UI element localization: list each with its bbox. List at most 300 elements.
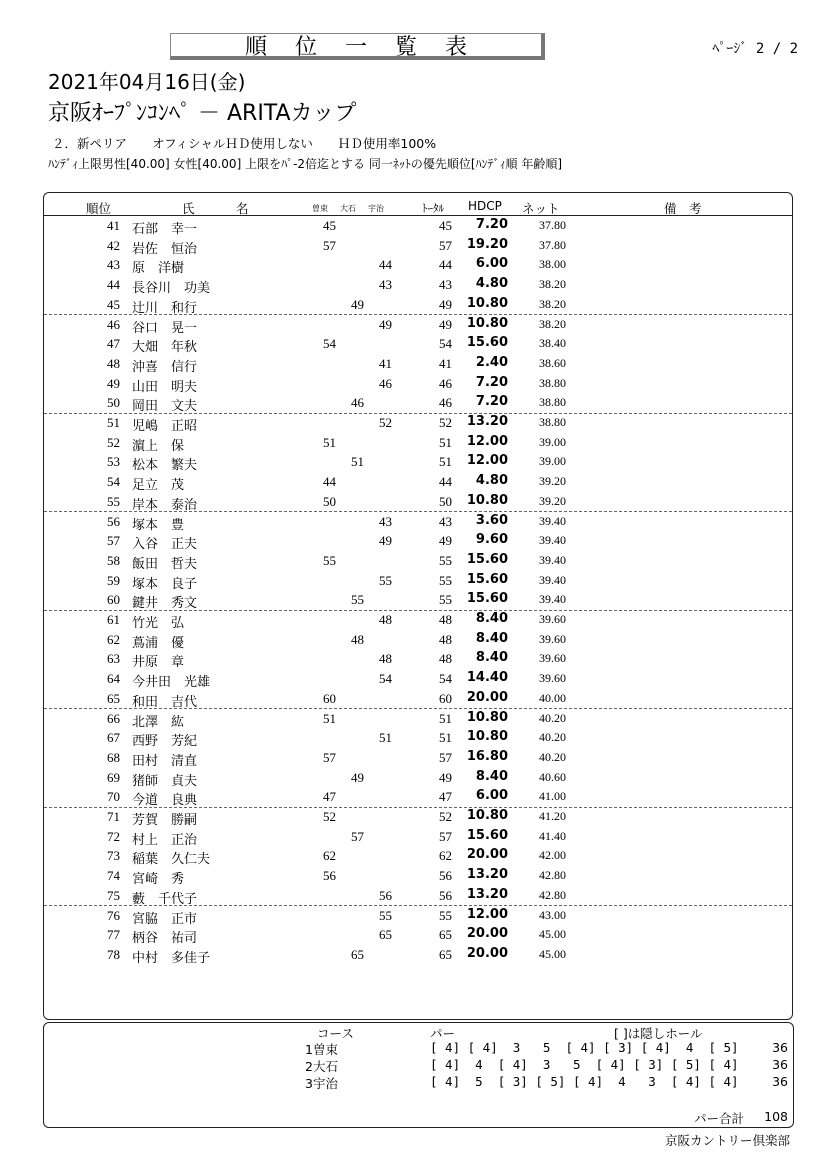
rank-cell: 70 — [107, 789, 120, 805]
total-score: 45 — [439, 218, 452, 233]
net-score: 39.60 — [539, 651, 566, 666]
net-score: 40.20 — [539, 749, 566, 764]
rank-cell: 57 — [107, 533, 120, 549]
course-3-score: 46 — [379, 375, 392, 391]
course-3-score: 49 — [379, 533, 392, 549]
rank-cell: 63 — [107, 651, 120, 667]
hdcp-value: 3.60 — [475, 512, 508, 528]
course-3-score: 55 — [379, 572, 392, 588]
total-score: 52 — [439, 415, 452, 430]
rank-cell: 67 — [107, 730, 120, 746]
player-name: 石部 幸一 — [132, 221, 198, 236]
net-score: 39.40 — [539, 592, 566, 607]
table-row — [44, 472, 792, 492]
net-score: 39.00 — [539, 434, 566, 449]
player-name: 蔦浦 優 — [132, 634, 185, 650]
total-score: 62 — [439, 848, 452, 864]
hdcp-value: 12.00 — [466, 453, 508, 469]
total-score: 49 — [439, 316, 452, 332]
course-1-score: 57 — [323, 237, 336, 253]
course-pars: [ 4] 5 [ 3] [ 5] [ 4] 4 3 [ 4] [ 4] — [430, 1074, 739, 1089]
rank-cell: 69 — [107, 769, 120, 785]
hdcp-value: 7.20 — [475, 374, 508, 390]
player-name: 西野 芳紀 — [132, 733, 198, 749]
event-name: 京阪ｵｰﾌﾟﾝｺﾝﾍﾟ － ARITAカップ — [48, 101, 357, 126]
course-2-score: 51 — [351, 454, 364, 470]
hdcp-value: 8.40 — [475, 630, 508, 646]
hdcp-value: 10.80 — [466, 729, 508, 745]
page-indicator: ﾍﾟｰｼﾞ 2 / 2 — [712, 41, 798, 57]
col-remarks: 備 考 — [664, 201, 702, 216]
net-score: 42.00 — [539, 848, 566, 863]
course-3-score: 52 — [379, 415, 392, 430]
par-total-label: パー合計 — [694, 1111, 745, 1126]
table-row — [44, 906, 792, 926]
rank-cell: 53 — [107, 454, 120, 470]
rank-cell: 78 — [107, 946, 120, 962]
course-1-score: 50 — [323, 493, 336, 509]
net-score: 38.80 — [539, 395, 566, 410]
hdcp-value: 20.00 — [466, 926, 508, 942]
total-score: 49 — [439, 769, 452, 785]
hdcp-value: 13.20 — [466, 886, 508, 902]
player-name: 今道 良典 — [132, 792, 198, 808]
table-row — [44, 531, 792, 551]
net-score: 42.80 — [539, 868, 566, 883]
net-score: 40.20 — [539, 710, 566, 725]
hdcp-value: 8.40 — [475, 611, 508, 626]
total-score: 43 — [439, 513, 452, 529]
rank-cell: 72 — [107, 828, 120, 844]
player-name: 飯田 哲夫 — [132, 555, 198, 571]
total-score: 51 — [439, 710, 452, 726]
course-3-score: 43 — [379, 513, 392, 529]
course-label: コース — [317, 1026, 354, 1041]
total-score: 43 — [439, 277, 452, 293]
rank-cell: 71 — [107, 809, 120, 824]
page-title-text: 順位一覧表 — [244, 34, 495, 60]
course-par-total: 36 — [772, 1074, 788, 1089]
hdcp-value: 20.00 — [466, 945, 508, 961]
table-row — [44, 787, 792, 808]
table-row — [44, 689, 792, 710]
hdcp-value: 12.00 — [466, 906, 508, 922]
total-score: 55 — [439, 552, 452, 568]
net-score: 38.20 — [539, 316, 566, 331]
course-1-score: 57 — [323, 749, 336, 765]
net-score: 38.40 — [539, 336, 566, 351]
player-name: 井原 章 — [132, 654, 185, 670]
course-1-score: 52 — [323, 809, 336, 824]
total-score: 46 — [439, 375, 452, 391]
total-score: 55 — [439, 592, 452, 608]
player-name: 塚本 良子 — [132, 575, 198, 591]
net-score: 38.80 — [539, 375, 566, 390]
rank-cell: 76 — [107, 907, 120, 923]
rank-cell: 62 — [107, 631, 120, 647]
player-name: 中村 多佳子 — [132, 949, 211, 965]
table-row — [44, 590, 792, 611]
net-score: 39.60 — [539, 631, 566, 646]
course-1-score: 55 — [323, 552, 336, 568]
hdcp-value: 15.60 — [466, 571, 508, 587]
course-1-score: 54 — [323, 336, 336, 352]
hdcp-value: 6.00 — [475, 256, 508, 272]
col-course-2: 大石 — [340, 204, 356, 213]
hdcp-value: 12.00 — [466, 433, 508, 449]
table-row — [44, 945, 792, 965]
table-row — [44, 866, 792, 886]
total-score: 65 — [439, 927, 452, 943]
course-3-score: 49 — [379, 316, 392, 332]
hdcp-value: 15.60 — [466, 591, 508, 607]
course-1-score: 60 — [323, 690, 336, 706]
total-score: 57 — [439, 237, 452, 253]
table-row — [44, 827, 792, 847]
course-1-score: 51 — [323, 710, 336, 726]
total-score: 65 — [439, 946, 452, 962]
course-3-score: 41 — [379, 355, 392, 371]
handicap-conditions: ﾊﾝﾃﾞｨ上限男性[40.00] 女性[40.00] 上限をﾊﾟ-2倍迄とする 同一ﾈｯﾄの優先順位[ﾊﾝﾃﾞｨ順 年齢順] — [48, 157, 563, 171]
table-row — [44, 807, 792, 827]
net-score: 37.80 — [539, 237, 566, 252]
net-score: 42.80 — [539, 887, 566, 902]
table-row — [44, 748, 792, 768]
total-score: 49 — [439, 296, 452, 312]
net-score: 39.20 — [539, 493, 566, 508]
total-score: 51 — [439, 730, 452, 746]
table-row — [44, 374, 792, 394]
total-score: 54 — [439, 671, 452, 687]
hdcp-value: 8.40 — [475, 650, 508, 666]
player-name: 原 洋樹 — [132, 260, 185, 276]
total-score: 54 — [439, 336, 452, 352]
hdcp-value: 14.40 — [466, 670, 508, 686]
total-score: 52 — [439, 809, 452, 824]
col-net: ネット — [522, 201, 560, 216]
hdcp-value: 13.20 — [466, 867, 508, 883]
net-score: 38.60 — [539, 355, 566, 370]
rank-cell: 65 — [107, 690, 120, 706]
player-name: 猪師 貞夫 — [132, 772, 198, 788]
rank-cell: 68 — [107, 749, 120, 765]
page-title — [170, 33, 545, 60]
scoring-conditions: ２．新ペリア オフィシャルＨＤ使用しない ＨＤ使用率100% — [52, 136, 437, 151]
player-name: 沖喜 信行 — [132, 358, 198, 374]
net-score: 39.40 — [539, 572, 566, 587]
rank-cell: 42 — [107, 237, 120, 253]
course-name: 2大石 — [305, 1059, 338, 1074]
rank-cell: 74 — [107, 868, 120, 884]
player-name: 辻川 和行 — [132, 299, 198, 315]
course-name: 3宇治 — [305, 1076, 338, 1091]
player-name: 芳賀 勝嗣 — [132, 812, 198, 827]
player-name: 谷口 晃一 — [132, 319, 198, 335]
course-1-score: 56 — [323, 868, 336, 884]
table-row — [44, 413, 792, 433]
hdcp-value: 4.80 — [475, 276, 508, 292]
rank-cell: 59 — [107, 572, 120, 588]
table-row — [44, 354, 792, 374]
col-total: ﾄｰﾀﾙ — [422, 202, 444, 215]
player-name: 濵上 保 — [132, 437, 185, 453]
table-row — [44, 571, 792, 591]
total-score: 47 — [439, 789, 452, 805]
rank-cell: 52 — [107, 434, 120, 450]
total-score: 57 — [439, 828, 452, 844]
course-3-score: 56 — [379, 887, 392, 903]
table-row — [44, 610, 792, 630]
course-1-score: 62 — [323, 848, 336, 864]
player-name: 入谷 正夫 — [132, 536, 198, 552]
course-3-score: 44 — [379, 257, 392, 273]
course-par-table — [43, 1022, 794, 1128]
par-label: パー — [430, 1026, 456, 1041]
net-score: 38.20 — [539, 296, 566, 311]
course-pars: [ 4] [ 4] 3 5 [ 4] [ 3] [ 4] 4 [ 5] — [430, 1040, 739, 1055]
player-name: 松本 繁夫 — [132, 457, 198, 473]
rank-cell: 60 — [107, 592, 120, 608]
rank-cell: 55 — [107, 493, 120, 509]
rank-cell: 58 — [107, 552, 120, 568]
player-name: 宮崎 秀 — [132, 871, 185, 887]
results-table-header — [44, 199, 792, 216]
table-row — [44, 630, 792, 650]
rank-cell: 51 — [107, 415, 120, 430]
table-row — [44, 236, 792, 256]
net-score: 40.20 — [539, 730, 566, 745]
course-2-score: 46 — [351, 395, 364, 411]
table-row — [44, 846, 792, 866]
course-3-score: 51 — [379, 730, 392, 746]
player-name: 北澤 紘 — [132, 713, 185, 729]
player-name: 岸本 泰治 — [132, 496, 198, 512]
rank-cell: 54 — [107, 474, 120, 490]
player-name: 大畑 年秋 — [132, 339, 198, 355]
player-name: 岡田 文夫 — [132, 398, 198, 414]
table-row — [44, 452, 792, 472]
total-score: 51 — [439, 454, 452, 470]
course-3-score: 65 — [379, 927, 392, 943]
net-score: 41.40 — [539, 828, 566, 843]
rank-cell: 73 — [107, 848, 120, 864]
rank-cell: 48 — [107, 355, 120, 371]
net-score: 45.00 — [539, 946, 566, 961]
total-score: 56 — [439, 868, 452, 884]
course-pars: [ 4] 4 [ 4] 3 5 [ 4] [ 3] [ 5] [ 4] — [430, 1057, 739, 1072]
course-2-score: 57 — [351, 828, 364, 844]
player-name: 和田 吉代 — [132, 693, 198, 709]
total-score: 44 — [439, 257, 452, 273]
net-score: 38.20 — [539, 277, 566, 292]
hdcp-value: 20.00 — [466, 847, 508, 863]
table-row — [44, 709, 792, 729]
rank-cell: 43 — [107, 257, 120, 273]
course-1-score: 47 — [323, 789, 336, 805]
rank-cell: 50 — [107, 395, 120, 411]
hdcp-value: 19.20 — [466, 236, 508, 252]
total-score: 46 — [439, 395, 452, 411]
hdcp-value: 8.40 — [475, 768, 508, 784]
player-name: 藪 千代子 — [132, 890, 198, 906]
player-name: 稲葉 久仁夫 — [132, 851, 211, 867]
net-score: 40.00 — [539, 690, 566, 705]
table-row — [44, 255, 792, 275]
rank-cell: 46 — [107, 316, 120, 332]
net-score: 41.20 — [539, 809, 566, 823]
player-name: 児嶋 正昭 — [132, 418, 198, 433]
hdcp-value: 13.20 — [466, 414, 508, 429]
player-name: 田村 清直 — [132, 752, 198, 768]
rank-cell: 66 — [107, 710, 120, 726]
total-score: 44 — [439, 474, 452, 490]
hdcp-value: 2.40 — [475, 354, 508, 370]
course-2-score: 55 — [351, 592, 364, 608]
course-1-score: 44 — [323, 474, 336, 490]
player-name: 足立 茂 — [132, 477, 185, 493]
net-score: 40.60 — [539, 769, 566, 784]
course-1-score: 45 — [323, 218, 336, 233]
net-score: 39.20 — [539, 474, 566, 489]
course-3-score: 48 — [379, 651, 392, 667]
total-score: 55 — [439, 572, 452, 588]
hdcp-value: 10.80 — [466, 492, 508, 508]
player-name: 岩佐 恒治 — [132, 240, 198, 256]
col-name-family: 氏 — [182, 201, 195, 216]
course-3-score: 43 — [379, 277, 392, 293]
rank-cell: 64 — [107, 671, 120, 687]
hdcp-value: 10.80 — [466, 709, 508, 725]
total-score: 55 — [439, 907, 452, 923]
total-score: 56 — [439, 887, 452, 903]
rank-cell: 77 — [107, 927, 120, 943]
par-total-value: 108 — [764, 1109, 788, 1124]
table-row — [44, 334, 792, 354]
col-name-given: 名 — [236, 201, 249, 216]
hdcp-value: 15.60 — [466, 335, 508, 351]
course-2-score: 48 — [351, 631, 364, 647]
table-row — [44, 728, 792, 748]
hdcp-value: 16.80 — [466, 748, 508, 764]
net-score: 39.60 — [539, 612, 566, 626]
player-name: 今井田 光雄 — [132, 674, 211, 690]
hdcp-value: 10.80 — [466, 295, 508, 311]
player-name: 柄谷 祐司 — [132, 930, 198, 946]
net-score: 41.00 — [539, 789, 566, 804]
table-row — [44, 393, 792, 414]
club-name: 京阪カントリー倶楽部 — [664, 1133, 790, 1148]
total-score: 49 — [439, 533, 452, 549]
hdcp-value: 6.00 — [475, 788, 508, 804]
total-score: 60 — [439, 690, 452, 706]
rank-cell: 49 — [107, 375, 120, 391]
table-row — [44, 551, 792, 571]
course-par-total: 36 — [772, 1040, 788, 1055]
course-2-score: 49 — [351, 769, 364, 785]
table-row — [44, 275, 792, 295]
rank-cell: 44 — [107, 277, 120, 293]
rank-cell: 45 — [107, 296, 120, 312]
table-row — [44, 216, 792, 236]
course-2-score: 65 — [351, 946, 364, 962]
col-hdcp: HDCP — [468, 199, 502, 213]
table-row — [44, 649, 792, 669]
rank-cell: 47 — [107, 336, 120, 352]
hdcp-value: 20.00 — [466, 689, 508, 705]
net-score: 45.00 — [539, 927, 566, 942]
rank-cell: 61 — [107, 612, 120, 627]
table-row — [44, 512, 792, 532]
course-1-score: 51 — [323, 434, 336, 450]
table-row — [44, 886, 792, 907]
rank-cell: 56 — [107, 513, 120, 529]
table-row — [44, 315, 792, 335]
net-score: 39.40 — [539, 533, 566, 548]
rank-cell: 75 — [107, 887, 120, 903]
hdcp-value: 10.80 — [466, 315, 508, 331]
net-score: 39.40 — [539, 552, 566, 567]
net-score: 39.60 — [539, 671, 566, 686]
hdcp-value: 10.80 — [466, 808, 508, 823]
player-name: 長谷川 功美 — [132, 280, 211, 296]
table-row — [44, 433, 792, 453]
col-course-3: 宇治 — [368, 204, 384, 213]
total-score: 48 — [439, 631, 452, 647]
total-score: 51 — [439, 434, 452, 450]
col-course-1: 曽束 — [312, 204, 328, 213]
course-par-total: 36 — [772, 1057, 788, 1072]
hdcp-value: 15.60 — [466, 551, 508, 567]
hdcp-value: 7.20 — [475, 394, 508, 410]
net-score: 38.80 — [539, 415, 566, 429]
player-name: 塚本 豊 — [132, 516, 185, 532]
col-rank: 順位 — [86, 201, 112, 216]
hidden-hole-note: [ ]は隠しホール — [614, 1026, 703, 1041]
table-row — [44, 768, 792, 788]
course-name: 1曽束 — [305, 1042, 338, 1057]
net-score: 39.40 — [539, 513, 566, 528]
hdcp-value: 9.60 — [475, 532, 508, 548]
table-row — [44, 295, 792, 316]
total-score: 50 — [439, 493, 452, 509]
hdcp-value: 4.80 — [475, 473, 508, 489]
hdcp-value: 7.20 — [475, 217, 508, 232]
course-2-score: 49 — [351, 296, 364, 312]
player-name: 竹光 弘 — [132, 615, 185, 630]
hdcp-value: 15.60 — [466, 827, 508, 843]
course-3-score: 48 — [379, 612, 392, 627]
course-3-score: 55 — [379, 907, 392, 923]
player-name: 山田 明夫 — [132, 378, 198, 394]
table-row — [44, 669, 792, 689]
net-score: 38.00 — [539, 257, 566, 272]
total-score: 57 — [439, 749, 452, 765]
total-score: 41 — [439, 355, 452, 371]
rank-cell: 41 — [107, 218, 120, 233]
net-score: 37.80 — [539, 218, 566, 232]
total-score: 48 — [439, 612, 452, 627]
event-date: 2021年04月16日(金) — [48, 70, 246, 94]
player-name: 村上 正治 — [132, 831, 198, 847]
net-score: 43.00 — [539, 907, 566, 922]
player-name: 鍵井 秀文 — [132, 595, 198, 611]
course-3-score: 54 — [379, 671, 392, 687]
player-name: 宮脇 正市 — [132, 910, 198, 926]
net-score: 39.00 — [539, 454, 566, 469]
total-score: 48 — [439, 651, 452, 667]
table-row — [44, 925, 792, 945]
table-row — [44, 492, 792, 513]
